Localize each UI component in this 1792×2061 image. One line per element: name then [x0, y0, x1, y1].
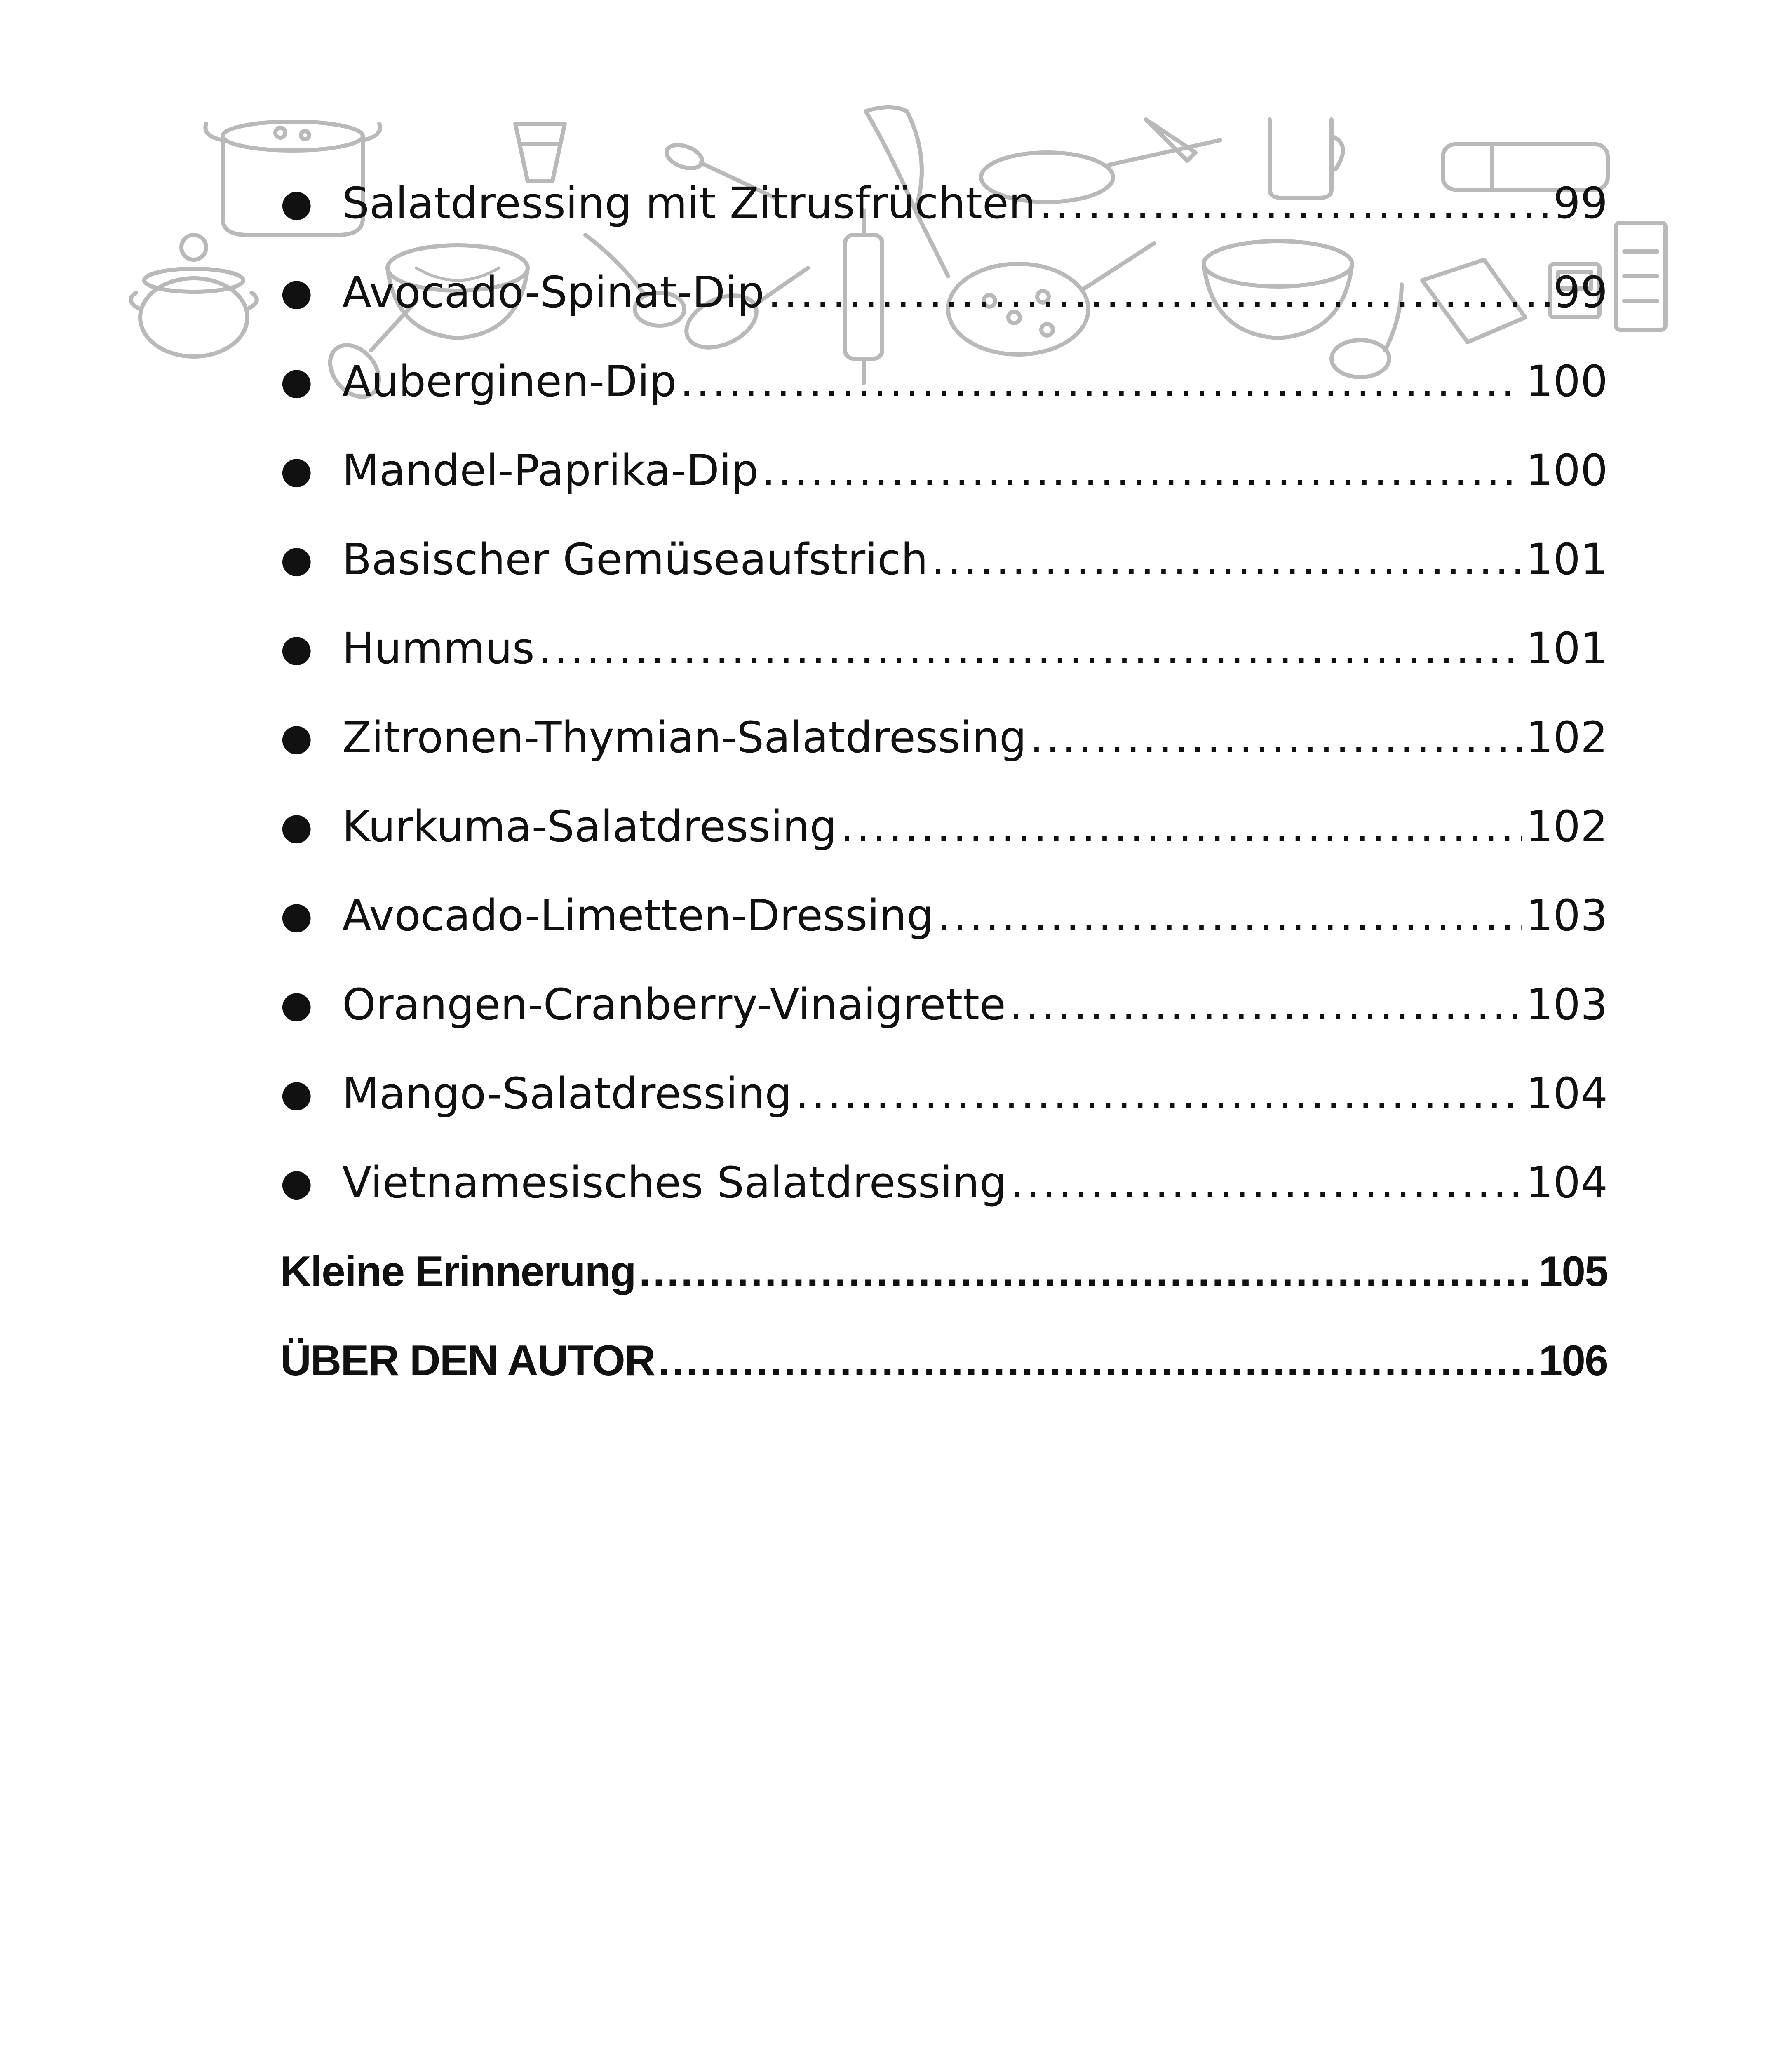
- bullet-icon: ●: [280, 983, 313, 1026]
- bullet-icon: ●: [280, 448, 313, 492]
- toc-entry-title: Avocado-Limetten-Dressing: [342, 890, 934, 941]
- toc-section-title: ÜBER DEN AUTOR: [280, 1337, 655, 1385]
- dot-leader: [762, 449, 1523, 492]
- toc-entry[interactable]: [280, 960, 1608, 1049]
- dot-leader: [768, 271, 1550, 314]
- toc-entry[interactable]: [280, 426, 1608, 515]
- toc-entry-page: 99: [1553, 267, 1608, 317]
- toc-entry-title: Hummus: [342, 623, 535, 674]
- toc-section-entry[interactable]: [280, 1316, 1608, 1405]
- toc-entry-title: Avocado-Spinat-Dip: [342, 267, 765, 317]
- toc-entry-title: Zitronen-Thymian-Salatdressing: [342, 712, 1026, 763]
- toc-entry-page: 104: [1526, 1068, 1608, 1119]
- toc-entry[interactable]: [280, 782, 1608, 871]
- toc-entry-title: Orangen-Cranberry-Vinaigrette: [342, 979, 1006, 1030]
- toc-entry-title: Kurkuma-Salatdressing: [342, 801, 837, 852]
- toc-entry-title: Salatdressing mit Zitrusfrüchten: [342, 178, 1036, 228]
- toc-entry[interactable]: [280, 515, 1608, 604]
- dot-leader: [931, 538, 1522, 581]
- dot-leader: [658, 1339, 1535, 1382]
- table-of-contents: [280, 159, 1608, 1405]
- toc-entry-title: Vietnamesisches Salatdressing: [342, 1157, 1007, 1208]
- toc-entry-page: 101: [1526, 623, 1608, 674]
- dot-leader: [1039, 182, 1550, 225]
- toc-entry-page: 102: [1526, 712, 1608, 763]
- bullet-icon: ●: [280, 1161, 313, 1204]
- bullet-icon: ●: [280, 359, 313, 403]
- toc-section-title: Kleine Erinnerung: [280, 1248, 636, 1296]
- bullet-icon: ●: [280, 270, 313, 314]
- toc-entry-title: Basischer Gemüseaufstrich: [342, 534, 928, 584]
- toc-section-page: 105: [1538, 1248, 1608, 1296]
- toc-section-entry[interactable]: [280, 1227, 1608, 1316]
- dot-leader: [795, 1072, 1522, 1115]
- toc-entry-page: 102: [1526, 801, 1608, 852]
- toc-entry[interactable]: [280, 693, 1608, 782]
- toc-entry-page: 100: [1526, 356, 1608, 406]
- toc-section-page: 106: [1538, 1337, 1608, 1385]
- toc-entry[interactable]: [280, 337, 1608, 426]
- dot-leader: [1009, 983, 1523, 1026]
- sugar-pot-icon: [131, 235, 257, 357]
- grater-icon: [1616, 223, 1665, 330]
- toc-entry[interactable]: [280, 1138, 1608, 1227]
- toc-entry-page: 103: [1526, 890, 1608, 941]
- toc-entry[interactable]: [280, 159, 1608, 248]
- toc-entry[interactable]: [280, 871, 1608, 960]
- toc-entry[interactable]: [280, 1049, 1608, 1138]
- bullet-icon: ●: [280, 627, 313, 670]
- toc-entry-page: 99: [1553, 178, 1608, 228]
- toc-entry[interactable]: [280, 248, 1608, 337]
- toc-entry-page: 104: [1526, 1157, 1608, 1208]
- dot-leader: [937, 894, 1522, 937]
- bullet-icon: ●: [280, 538, 313, 581]
- dot-leader: [1030, 716, 1522, 759]
- dot-leader: [639, 1250, 1536, 1293]
- bullet-icon: ●: [280, 805, 313, 848]
- dot-leader: [1010, 1161, 1523, 1204]
- dot-leader: [680, 360, 1522, 403]
- bullet-icon: ●: [280, 1072, 313, 1115]
- dot-leader: [538, 627, 1523, 670]
- toc-entry-title: Mango-Salatdressing: [342, 1068, 792, 1119]
- toc-entry-title: Mandel-Paprika-Dip: [342, 445, 759, 495]
- bullet-icon: ●: [280, 894, 313, 937]
- toc-entry-page: 101: [1526, 534, 1608, 584]
- toc-entry-page: 103: [1526, 979, 1608, 1030]
- bullet-icon: ●: [280, 181, 313, 225]
- toc-entry-page: 100: [1526, 445, 1608, 495]
- dot-leader: [840, 805, 1522, 848]
- toc-entry-title: Auberginen-Dip: [342, 356, 677, 406]
- bullet-icon: ●: [280, 716, 313, 759]
- toc-entry[interactable]: [280, 604, 1608, 693]
